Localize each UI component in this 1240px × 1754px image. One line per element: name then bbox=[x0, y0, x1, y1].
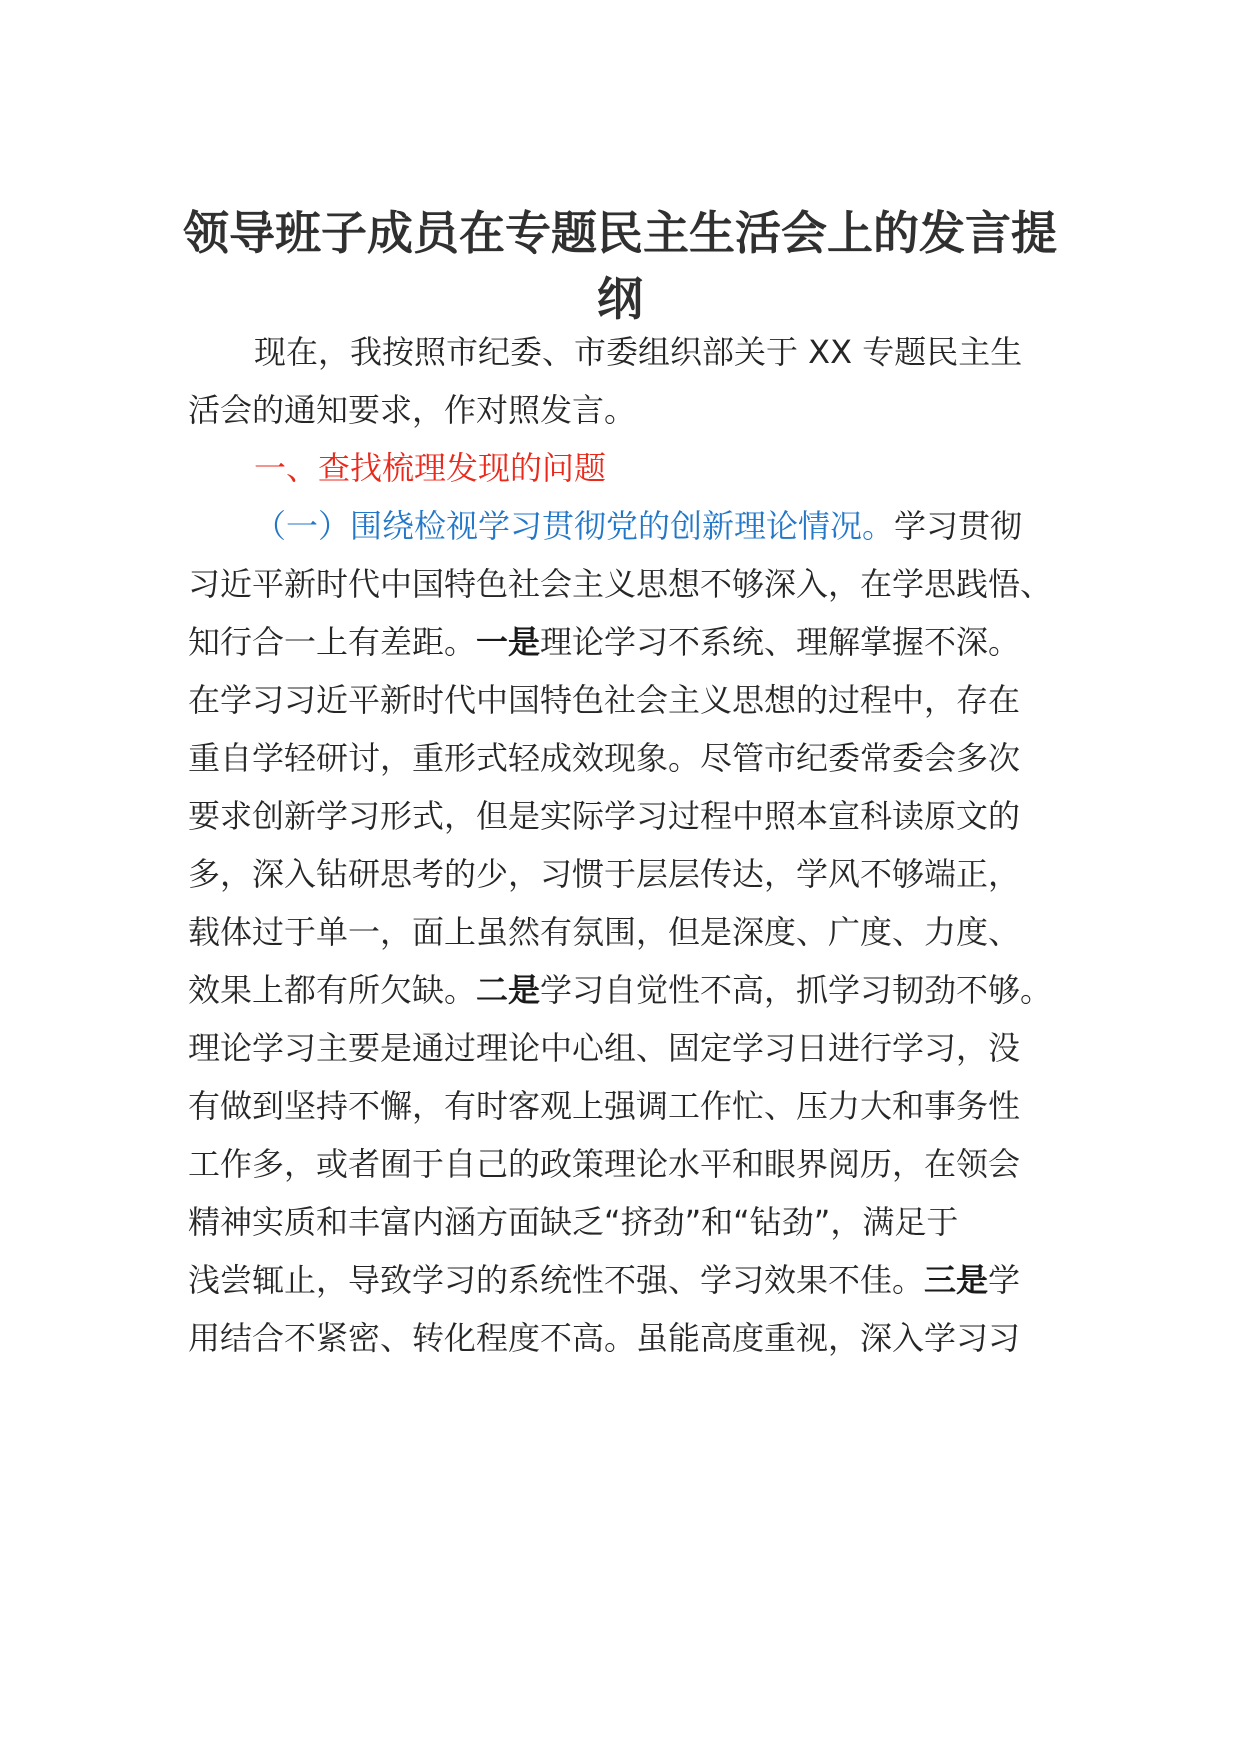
document-title-line-1: 领导班子成员在专题民主生活会上的发言提 bbox=[183, 206, 1057, 260]
intro-line-1: 现在，我按照市纪委、市委组织部关于 XX 专题民主生 bbox=[254, 333, 1023, 371]
body-text: 知行合一上有差距。 bbox=[188, 623, 477, 661]
body-line: 多，深入钻研思考的少，习惯于层层传达，学风不够端正， bbox=[188, 855, 1021, 893]
point-marker-1: 一是 bbox=[476, 623, 541, 661]
subsection-heading-1: （一）围绕检视学习贯彻党的创新理论情况。 bbox=[254, 507, 895, 545]
body-line: 理论学习主要是通过理论中心组、固定学习日进行学习，没 bbox=[188, 1029, 1021, 1067]
body-line: 要求创新学习形式，但是实际学习过程中照本宣科读原文的 bbox=[188, 797, 1021, 835]
body-line: 载体过于单一，面上虽然有氛围，但是深度、广度、力度、 bbox=[188, 913, 1021, 951]
body-text: 学习自觉性不高，抓学习韧劲不够。 bbox=[540, 971, 1053, 1009]
body-line bbox=[188, 970, 1068, 1010]
section-heading-1: 一、查找梳理发现的问题 bbox=[254, 449, 607, 487]
subsection-heading-tail: 学习贯彻 bbox=[894, 507, 1023, 545]
body-text: 学 bbox=[988, 1261, 1021, 1299]
body-line: 用结合不紧密、转化程度不高。虽能高度重视，深入学习习 bbox=[188, 1319, 1021, 1357]
subsection-heading-line bbox=[254, 506, 1134, 546]
body-text: 理论学习不系统、理解掌握不深。 bbox=[540, 623, 1021, 661]
intro-line-2: 活会的通知要求，作对照发言。 bbox=[188, 391, 637, 429]
body-line: 在学习习近平新时代中国特色社会主义思想的过程中，存在 bbox=[188, 681, 1021, 719]
document-title-line-2: 纲 bbox=[597, 272, 643, 326]
body-line bbox=[188, 622, 1068, 662]
point-marker-2: 二是 bbox=[476, 971, 541, 1009]
body-text: 浅尝辄止，导致学习的系统性不强、学习效果不佳。 bbox=[188, 1261, 925, 1299]
body-line: 有做到坚持不懈，有时客观上强调工作忙、压力大和事务性 bbox=[188, 1087, 1021, 1125]
body-line: 精神实质和丰富内涵方面缺乏“挤劲”和“钻劲”，满足于 bbox=[188, 1203, 959, 1241]
body-line: 习近平新时代中国特色社会主义思想不够深入，在学思践悟、 bbox=[188, 565, 1053, 603]
body-text: 效果上都有所欠缺。 bbox=[188, 971, 477, 1009]
body-line bbox=[188, 1260, 1068, 1300]
body-line: 工作多，或者囿于自己的政策理论水平和眼界阅历，在领会 bbox=[188, 1145, 1021, 1183]
point-marker-3: 三是 bbox=[924, 1261, 989, 1299]
body-line: 重自学轻研讨，重形式轻成效现象。尽管市纪委常委会多次 bbox=[188, 739, 1021, 777]
